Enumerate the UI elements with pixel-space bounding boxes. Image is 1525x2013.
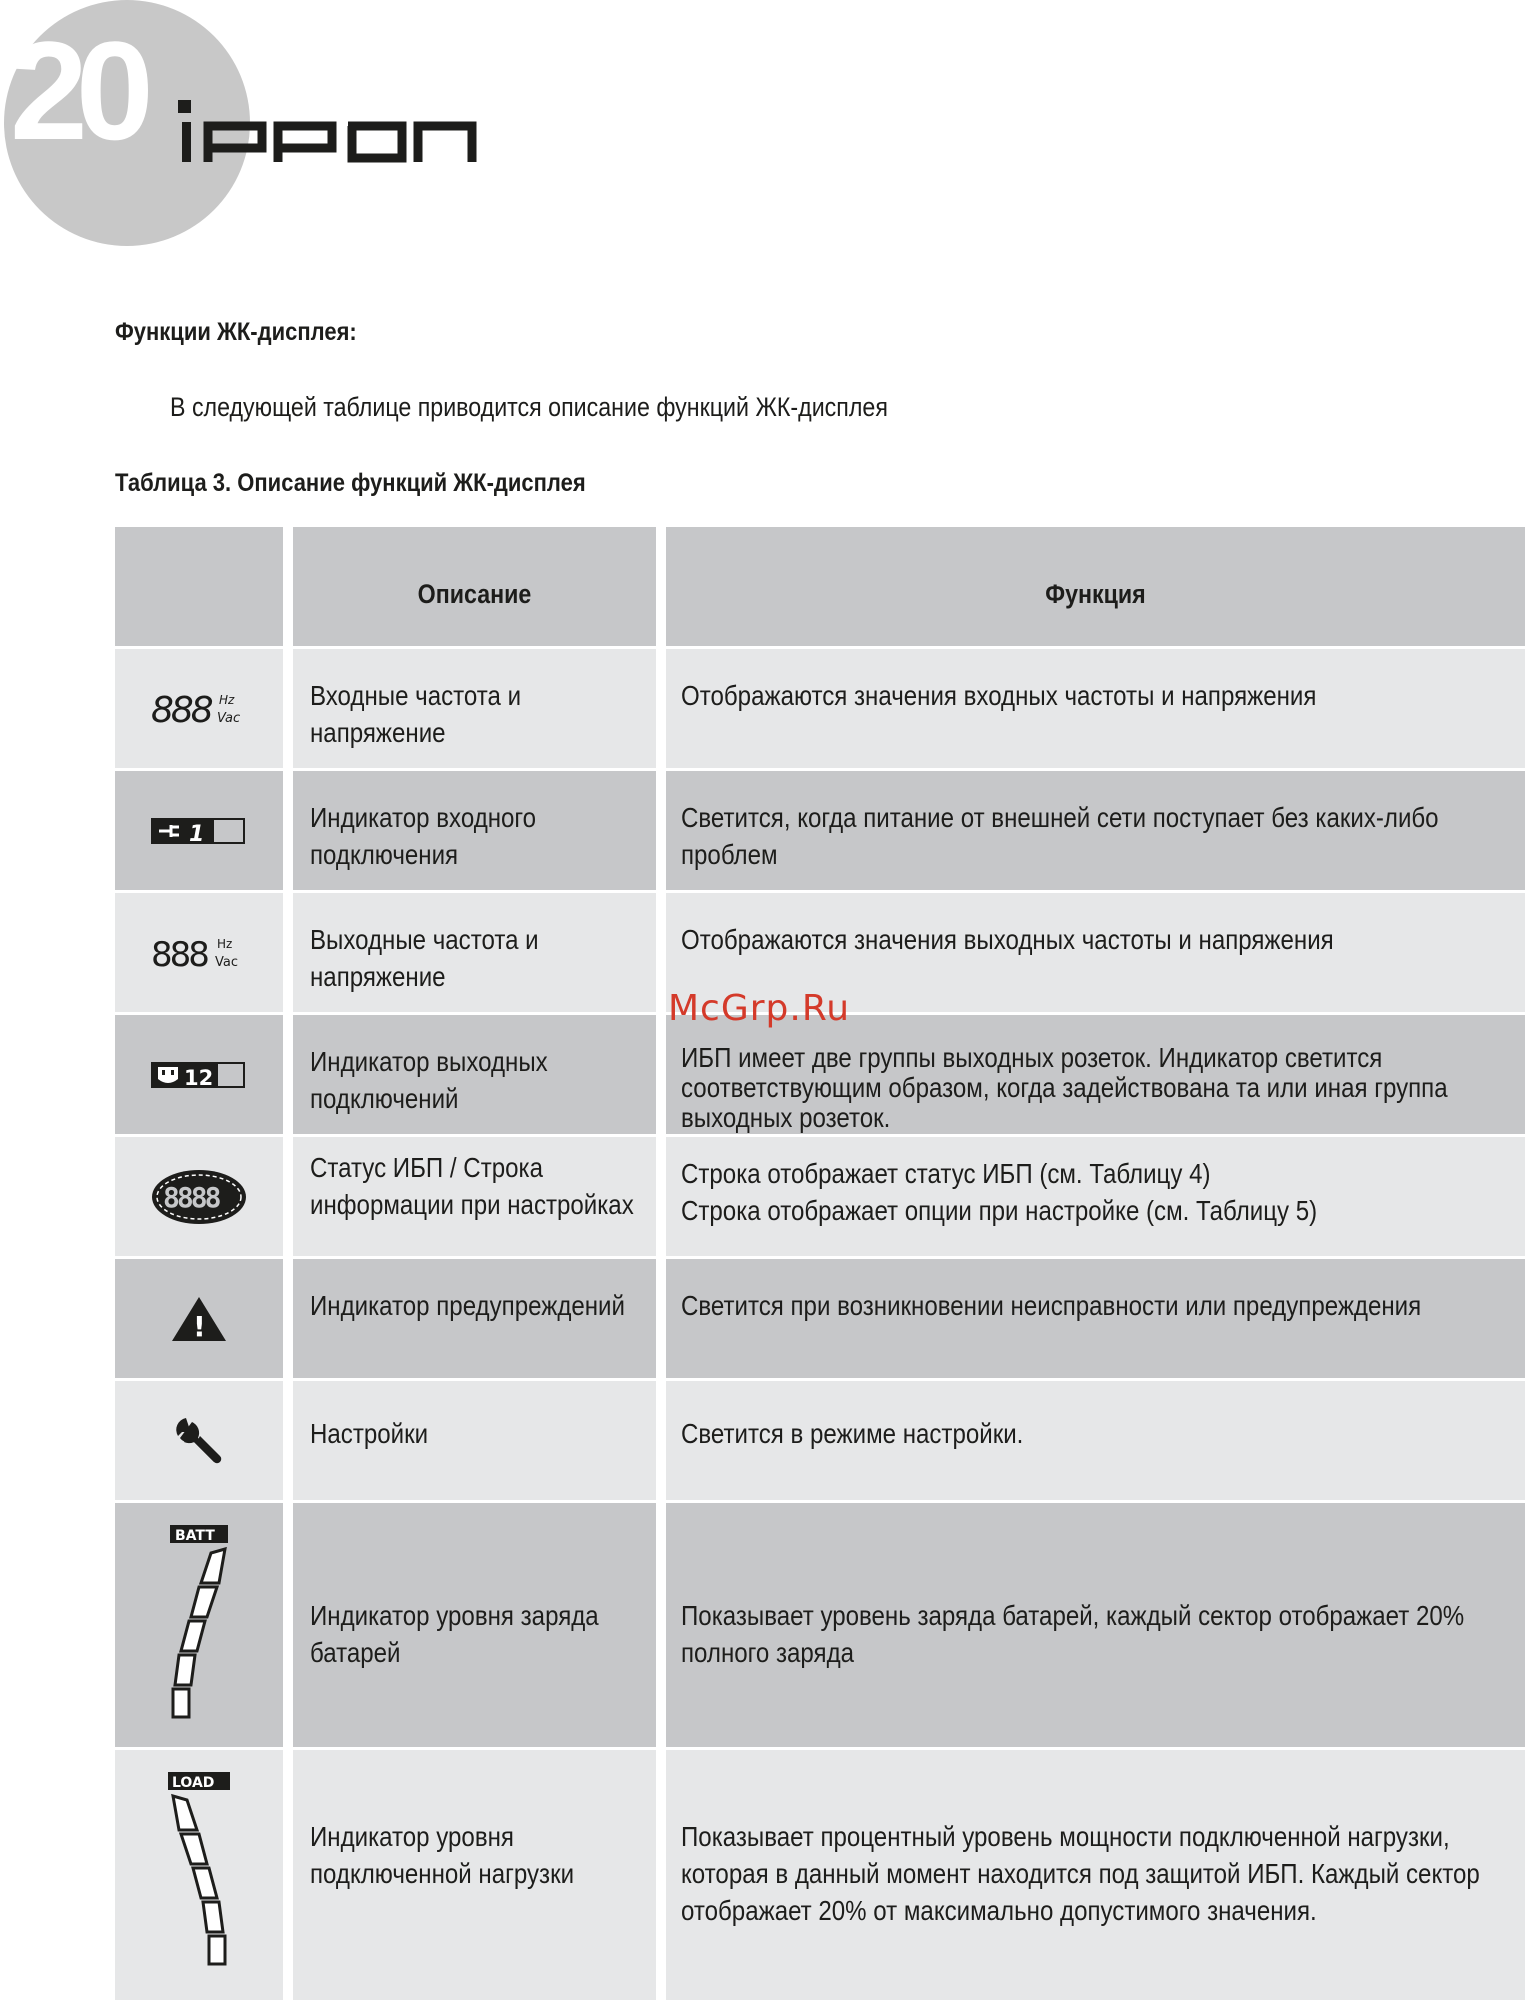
output-freq-voltage-display-icon	[149, 928, 249, 978]
function-line: Светится, когда питание от внешней сети поступает без каких-либо проблем	[681, 802, 1439, 870]
description-cell	[293, 649, 656, 768]
watermark: McGrp.Ru	[668, 988, 851, 1029]
svg-text:LOAD: LOAD	[172, 1775, 215, 1791]
function-text	[681, 799, 1513, 873]
svg-text:Vac: Vac	[217, 710, 241, 726]
status-line-segments-icon	[149, 1167, 249, 1227]
wrench-icon	[172, 1414, 226, 1468]
header-cell-description	[293, 527, 656, 646]
function-line: Строка отображает опции при настройке (см. Таблицу 5)	[681, 1195, 1318, 1226]
description-cell	[293, 1503, 656, 1747]
function-text	[681, 1597, 1513, 1671]
function-line: Строка отображает статус ИБП (см. Таблицу 4)	[681, 1158, 1211, 1189]
function-text	[681, 1043, 1513, 1133]
function-cell	[666, 1137, 1525, 1256]
description-cell	[293, 893, 656, 1012]
description-text: Индикатор предупреждений	[310, 1290, 625, 1321]
function-line: Показывает процентный уровень мощности подключенной нагрузки, которая в данный момент находится под защитой ИБП. Каждый сектор отображает 20% от максимально допустимого значения.	[681, 1821, 1480, 1926]
description-text: Индикатор уровня заряда батарей	[310, 1600, 599, 1668]
function-cell	[666, 1015, 1525, 1134]
icon-cell	[115, 1503, 283, 1747]
description-text: Индикатор выходных подключений	[310, 1046, 548, 1114]
description-text: Выходные частота и напряжение	[310, 924, 539, 992]
description-cell	[293, 1259, 656, 1378]
function-cell	[666, 1259, 1525, 1378]
table-header-row	[115, 527, 1525, 646]
function-text	[681, 1287, 1513, 1324]
table-row	[115, 1503, 1525, 1747]
svg-text:888: 888	[151, 934, 207, 975]
table-row	[115, 1259, 1525, 1378]
input-connection-plug-icon	[151, 815, 247, 847]
function-cell	[666, 1503, 1525, 1747]
svg-text:8888: 8888	[163, 1180, 219, 1214]
header-cell-icon	[115, 527, 283, 646]
svg-text:888: 888	[151, 689, 211, 731]
description-text: Входные частота и напряжение	[310, 680, 522, 748]
function-text	[681, 1155, 1513, 1229]
icon-cell	[115, 1015, 283, 1134]
function-text	[681, 921, 1513, 958]
header-cell-function	[666, 527, 1525, 646]
icon-cell	[115, 649, 283, 768]
svg-text:12: 12	[184, 1065, 214, 1090]
table-row	[115, 1750, 1525, 2000]
battery-level-bar-icon	[167, 1525, 231, 1721]
lcd-functions-table	[115, 527, 1525, 2003]
page-number: 20	[10, 12, 142, 169]
svg-text:Vac: Vac	[215, 954, 238, 970]
icon-cell	[115, 1381, 283, 1500]
function-cell	[666, 1381, 1525, 1500]
function-line: ИБП имеет две группы выходных розеток. Индикатор светится соответствующим образом, когда задействована та или иная группа выходных розеток.	[681, 1042, 1448, 1133]
function-cell	[666, 771, 1525, 890]
description-cell	[293, 1015, 656, 1134]
svg-text:Hz: Hz	[219, 692, 235, 707]
function-text	[681, 677, 1513, 714]
warning-triangle-icon	[169, 1294, 229, 1344]
table-row	[115, 1137, 1525, 1256]
header-label-function: Функция	[1045, 579, 1146, 609]
svg-text:BATT: BATT	[175, 1528, 215, 1544]
description-text: Настройки	[310, 1418, 429, 1449]
icon-cell	[115, 1259, 283, 1378]
table-caption: Таблица 3. Описание функций ЖК-дисплея	[115, 469, 586, 497]
description-text: Статус ИБП / Строка информации при настройках	[310, 1152, 634, 1220]
intro-text: В следующей таблице приводится описание функций ЖК-дисплея	[170, 392, 888, 422]
section-title: Функции ЖК-дисплея:	[115, 318, 357, 346]
load-level-bar-icon	[165, 1772, 233, 1968]
function-line: Светится при возникновении неисправности или предупреждения	[681, 1290, 1422, 1321]
function-cell	[666, 1750, 1525, 2000]
icon-cell	[115, 893, 283, 1012]
svg-text:Hz: Hz	[217, 936, 233, 951]
output-outlets-icon	[151, 1059, 247, 1091]
svg-text:!: !	[193, 1309, 206, 1343]
icon-cell	[115, 1750, 283, 2000]
function-cell	[666, 649, 1525, 768]
page-header	[0, 0, 700, 260]
table-row	[115, 649, 1525, 768]
table-row	[115, 1015, 1525, 1134]
description-cell	[293, 1750, 656, 2000]
function-line: Отображаются значения выходных частоты и напряжения	[681, 924, 1334, 955]
description-cell	[293, 771, 656, 890]
description-text: Индикатор входного подключения	[310, 802, 537, 870]
ippon-logo	[170, 100, 550, 170]
input-freq-voltage-display-icon	[149, 684, 249, 734]
table-row	[115, 1381, 1525, 1500]
description-cell	[293, 1137, 656, 1256]
table-row	[115, 771, 1525, 890]
function-text	[681, 1415, 1513, 1452]
header-label-description: Описание	[417, 579, 532, 609]
description-cell	[293, 1381, 656, 1500]
icon-cell	[115, 771, 283, 890]
description-text: Индикатор уровня подключенной нагрузки	[310, 1821, 575, 1889]
icon-cell	[115, 1137, 283, 1256]
function-line: Показывает уровень заряда батарей, каждый сектор отображает 20% полного заряда	[681, 1600, 1465, 1668]
svg-text:1: 1	[189, 821, 205, 847]
function-text	[681, 1818, 1513, 1929]
function-line: Светится в режиме настройки.	[681, 1418, 1024, 1449]
function-line: Отображаются значения входных частоты и напряжения	[681, 680, 1317, 711]
